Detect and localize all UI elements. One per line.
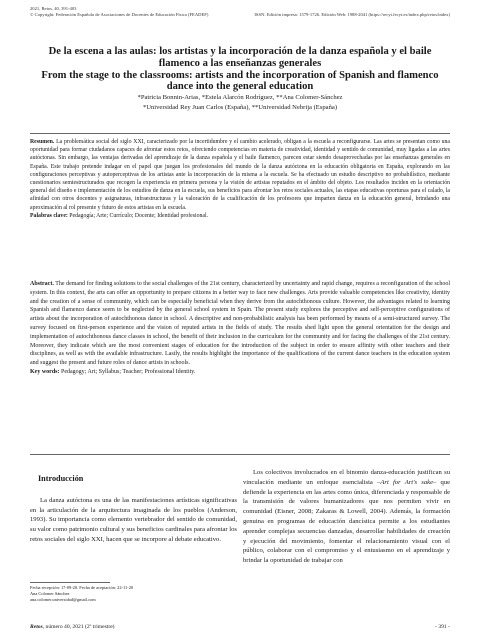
keywords-en-label: Key words: xyxy=(30,368,60,375)
keywords-es-text: Pedagogía; Arte; Currículo; Docente; Identidad profesional. xyxy=(67,212,209,219)
paragraph: Los colectivos involucrados en el binomio danza-educación justifican su vinculación mediante un enfoque esencialista –Art for Art's sake– que defiende la experiencia en las artes como única, diferenciada y responsable de la transmisión de valores humanizadores que nos permiten vivir en comunidad (Eisner, 2008; Zakaras & Lowell, 2004). Además, la formación genuina en programas de educación dancística permite a los estudiantes aprender complejas secuencias danzadas, desarrollar habilidades de creación y ejecución del movimiento, fomentar el relacionamiento visual con el público, colaborar con el compromiso y el entusiasmo en el aprendizaje y brindar la oportunidad de trabajar con xyxy=(243,469,450,565)
page-number: - 391 - xyxy=(435,624,450,630)
footnote xyxy=(30,582,237,604)
section-heading: Introducción xyxy=(38,474,84,483)
resumen-text: La problemática social del siglo XXI, caracterizado por la incertidumbre y el cambio acelerado, obligan a la escuela a reconfigurarse. Las artes se presentan como una oportunidad para formar ciudadanos capaces de afrontar estos retos, ofreciendo competencias en materia de creatividad, identidad y sentido de comunidad, muy ligadas a las artes autóctonas. Sin embargo, las ventajas derivadas del aprendizaje de la danza española y el baile flamenco, parecen estar siendo desaprovechadas por las enseñanzas generales en España. Este trabajo pretende indagar en el papel que juegan los profesionales del mundo de la danza autóctona en la educación obligatoria en España, explorando en las configuraciones perceptivas y autoperceptivas de los artistas ante la incorporación de la misma a la escuela. Se ha efectuado un estudio descriptivo no probabilístico, mediante cuestionarios semiestructurados que recogen la experiencia en primera persona y la visión de artistas reputados en el ámbito del objeto. Los resultados inciden en la orientación general del diseño e implementación de los estudios de danza en la escuela, sus beneficios para afrontar los retos sociales actuales, las etapas educativas oportunas para el calado, la afinidad con otros docentes y asignaturas, infraestructuras y la valoración de la cualificación de los profesores que imparten danza en la educación general, brindando una aproximación al rol presente y futuro de estos artistas en la escuela. xyxy=(30,139,450,211)
footnote-dates: Fecha recepción: 17-09-20. Fecha de aceptación: 22-11-20 xyxy=(30,585,134,590)
keywords-en-text: Pedagogy; Art; Syllabus; Teacher; Professional Identity. xyxy=(59,368,196,375)
keywords-es-label: Palabras clave: xyxy=(30,212,68,219)
authors: *Patricia Bonnin-Arias, *Estela Alarcón Rodríguez, **Ana Colomer-Sánchez xyxy=(137,94,343,102)
copyright-line: © Copyright: Federación Española de Asociaciones de Docentes de Educación Física (FEADEF) xyxy=(30,12,209,18)
title-english: From the stage to the classrooms: artists and the incorporation of Spanish and flamenco dance into the general education xyxy=(41,69,439,93)
title-block xyxy=(30,46,450,112)
resumen-block xyxy=(30,138,450,220)
page-footer xyxy=(30,624,450,630)
footer-journal: Retos, número 40, 2021 (2º trimestre) xyxy=(30,624,115,630)
title-spanish: De la escena a las aulas: los artistas y la incorporación de la danza española y el baile flamenco a las enseñanzas generales xyxy=(48,46,432,69)
body-right-column xyxy=(243,468,450,566)
resumen-label: Resumen. xyxy=(30,139,55,145)
abstract-text: The demand for finding solutions to the social challenges of the 21st century, characterized by uncertainty and rapid change, requires a reconfiguration of the school system. In this context, the arts can offer an opportunity to prepare citizens in a better way to face new challenges. Arts provide valuable competencies like creativity, identity and the creation of a sense of community, which can be especially beneficial when they derive from the autochthonous culture. However, the advantages related to learning Spanish and flamenco dance seem to be neglected by the general school system in Spain. The present study explores the perceptive and self-perceptive configurations of artists about the incorporation of autochthonous dance in school. A descriptive and non-probabilistic analysis has been performed by means of a semi-structured survey. The survey focused on first-person experience and the vision of reputed artists in the fields of study. The results shed light upon the general orientation for the design and implementation of autochthonous dance classes in school, the benefit of their inclusion in the curriculum for the community and for facing the challenges of the 21st century. Moreover, they indicate which are the most convenient stages of education for the introduction of the subject in order to ensure affinity with other teachers and their disciplines, as well as with the available infrastructure. Lastly, the results highlight the importance of the qualifications of the current dance teachers in the education system and suggest the present and future roles of dance artists in schools. xyxy=(30,281,450,367)
journal-citation: 2021, Retos, 40, 391-403 xyxy=(30,6,77,11)
abstract-block xyxy=(30,280,450,377)
body-left-column xyxy=(30,468,237,545)
footnote-email: ana.colomer.universidad@gmail.com xyxy=(30,597,96,603)
issn-line: ISSN: Edición impresa: 1579-1726. Edición Web: 1988-2041 (https://recyt.fecyt.es/index.php/retos/index) xyxy=(254,12,450,18)
divider xyxy=(30,454,450,455)
affiliations: *Universidad Rey Juan Carlos (España), **Universidad Nebrija (España) xyxy=(142,103,338,111)
divider xyxy=(30,133,450,134)
abstract-label: Abstract. xyxy=(30,281,54,287)
paragraph: La danza autóctona es una de las manifestaciones artísticas significativas en la articulación de la arquitectura imaginada de los pueblos (Anderson, 1993). Su importancia como elemento vertebrador del sentido de comunidad, su valor como patrimonio cultural y sus beneficios cardinales para afrontar los retos sociales del siglo XXI, hacen que se incorpore al debate educativo. xyxy=(30,496,237,543)
footnote-name: Ana Colomer Sánchez xyxy=(30,591,70,597)
running-header xyxy=(30,6,450,18)
